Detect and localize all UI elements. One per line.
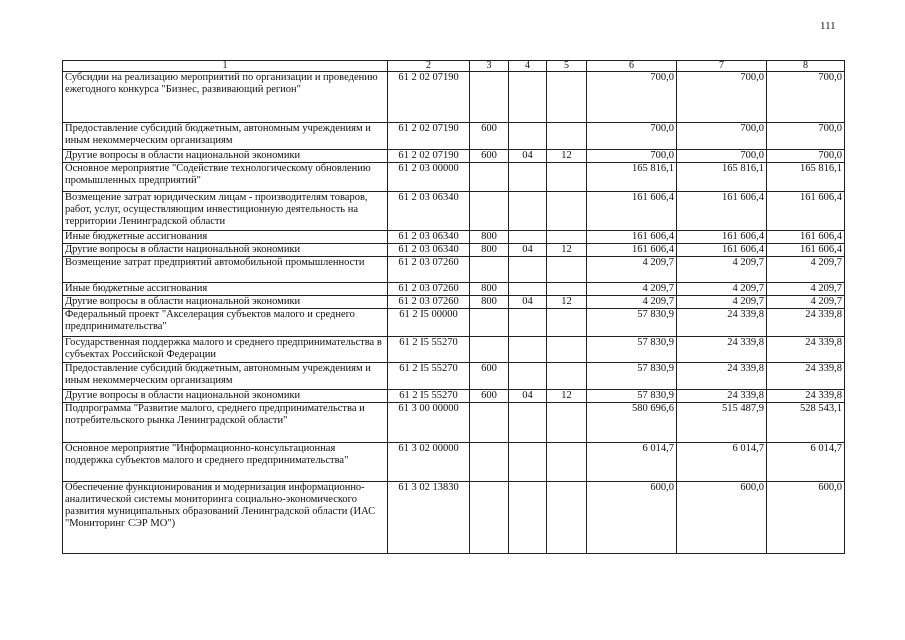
row-name: Иные бюджетные ассигнования <box>63 231 388 244</box>
row-value-col6: 4 209,7 <box>587 296 677 309</box>
row-name: Возмещение затрат предприятий автомобильной промышленности <box>63 257 388 283</box>
table-row <box>63 403 845 443</box>
budget-table <box>62 60 845 554</box>
row-subsection <box>547 72 587 123</box>
row-value-col6: 57 830,9 <box>587 309 677 337</box>
row-expense-type: 800 <box>470 296 509 309</box>
row-expense-type: 600 <box>470 150 509 163</box>
row-section: 04 <box>509 296 547 309</box>
row-subsection <box>547 363 587 390</box>
row-name: Основное мероприятие "Информационно-консультационная поддержка субъектов малого и среднего предпринимательства" <box>63 443 388 482</box>
row-subsection <box>547 337 587 363</box>
row-value-col7: 700,0 <box>677 150 767 163</box>
row-subsection: 12 <box>547 390 587 403</box>
row-expense-type <box>470 443 509 482</box>
row-value-col6: 57 830,9 <box>587 390 677 403</box>
header-cell: 7 <box>677 61 767 72</box>
table-row <box>63 443 845 482</box>
row-value-col7: 161 606,4 <box>677 192 767 231</box>
row-code: 61 3 02 00000 <box>388 443 470 482</box>
row-expense-type <box>470 192 509 231</box>
table-row <box>63 72 845 123</box>
row-value-col6: 6 014,7 <box>587 443 677 482</box>
row-section <box>509 283 547 296</box>
row-value-col8: 4 209,7 <box>767 283 845 296</box>
row-subsection <box>547 257 587 283</box>
row-section: 04 <box>509 150 547 163</box>
row-expense-type: 600 <box>470 123 509 150</box>
row-section <box>509 482 547 554</box>
row-name: Предоставление субсидий бюджетным, автономным учреждениям и иным некоммерческим организациям <box>63 363 388 390</box>
row-value-col8: 600,0 <box>767 482 845 554</box>
header-cell: 4 <box>509 61 547 72</box>
row-code: 61 2 03 06340 <box>388 231 470 244</box>
row-section <box>509 443 547 482</box>
table-row <box>63 244 845 257</box>
row-expense-type <box>470 337 509 363</box>
row-code: 61 2 02 07190 <box>388 150 470 163</box>
row-subsection <box>547 163 587 192</box>
row-code: 61 2 03 06340 <box>388 192 470 231</box>
row-expense-type: 800 <box>470 231 509 244</box>
row-code: 61 2 I5 55270 <box>388 390 470 403</box>
row-expense-type <box>470 257 509 283</box>
row-value-col7: 161 606,4 <box>677 244 767 257</box>
row-name: Предоставление субсидий бюджетным, автономным учреждениям и иным некоммерческим организациям <box>63 123 388 150</box>
row-value-col6: 161 606,4 <box>587 244 677 257</box>
row-value-col7: 165 816,1 <box>677 163 767 192</box>
row-code: 61 2 I5 55270 <box>388 337 470 363</box>
row-value-col8: 24 339,8 <box>767 337 845 363</box>
row-value-col6: 161 606,4 <box>587 231 677 244</box>
row-code: 61 2 03 06340 <box>388 244 470 257</box>
table-row <box>63 390 845 403</box>
row-expense-type <box>470 72 509 123</box>
row-value-col6: 600,0 <box>587 482 677 554</box>
row-value-col8: 161 606,4 <box>767 244 845 257</box>
row-value-col8: 528 543,1 <box>767 403 845 443</box>
row-value-col6: 57 830,9 <box>587 363 677 390</box>
table-row <box>63 482 845 554</box>
row-section <box>509 163 547 192</box>
row-value-col6: 165 816,1 <box>587 163 677 192</box>
row-section <box>509 231 547 244</box>
row-subsection <box>547 482 587 554</box>
page-number: 111 <box>820 20 836 32</box>
row-name: Возмещение затрат юридическим лицам - производителям товаров, работ, услуг, осуществляющим инвестиционную деятельность на территории Ленинградской области <box>63 192 388 231</box>
header-cell: 5 <box>547 61 587 72</box>
row-value-col6: 580 696,6 <box>587 403 677 443</box>
row-name: Подпрограмма "Развитие малого, среднего предпринимательства и потребительского рынка Ленинградской области" <box>63 403 388 443</box>
row-section <box>509 363 547 390</box>
row-code: 61 2 02 07190 <box>388 72 470 123</box>
row-value-col8: 161 606,4 <box>767 231 845 244</box>
row-subsection <box>547 443 587 482</box>
row-value-col7: 4 209,7 <box>677 296 767 309</box>
row-section <box>509 309 547 337</box>
row-subsection: 12 <box>547 296 587 309</box>
row-value-col6: 57 830,9 <box>587 337 677 363</box>
row-value-col6: 4 209,7 <box>587 257 677 283</box>
row-name: Другие вопросы в области национальной экономики <box>63 390 388 403</box>
row-subsection <box>547 123 587 150</box>
row-expense-type: 800 <box>470 244 509 257</box>
row-expense-type: 600 <box>470 363 509 390</box>
row-value-col8: 6 014,7 <box>767 443 845 482</box>
row-expense-type <box>470 163 509 192</box>
header-cell: 8 <box>767 61 845 72</box>
row-expense-type <box>470 403 509 443</box>
row-name: Другие вопросы в области национальной экономики <box>63 244 388 257</box>
header-cell: 6 <box>587 61 677 72</box>
row-subsection <box>547 403 587 443</box>
row-value-col7: 700,0 <box>677 123 767 150</box>
row-value-col8: 700,0 <box>767 123 845 150</box>
table-row <box>63 296 845 309</box>
row-value-col7: 24 339,8 <box>677 337 767 363</box>
row-value-col6: 700,0 <box>587 150 677 163</box>
table-row <box>63 163 845 192</box>
row-code: 61 2 03 07260 <box>388 283 470 296</box>
row-value-col8: 4 209,7 <box>767 257 845 283</box>
row-code: 61 3 02 13830 <box>388 482 470 554</box>
header-cell: 2 <box>388 61 470 72</box>
table-row <box>63 283 845 296</box>
header-cell: 1 <box>63 61 388 72</box>
table-row <box>63 363 845 390</box>
row-value-col8: 24 339,8 <box>767 309 845 337</box>
row-value-col7: 24 339,8 <box>677 363 767 390</box>
row-value-col6: 4 209,7 <box>587 283 677 296</box>
row-value-col8: 161 606,4 <box>767 192 845 231</box>
row-name: Иные бюджетные ассигнования <box>63 283 388 296</box>
row-value-col7: 161 606,4 <box>677 231 767 244</box>
table-row <box>63 150 845 163</box>
row-value-col7: 4 209,7 <box>677 283 767 296</box>
row-code: 61 2 03 07260 <box>388 296 470 309</box>
table-row <box>63 231 845 244</box>
header-cell: 3 <box>470 61 509 72</box>
row-expense-type: 600 <box>470 390 509 403</box>
row-code: 61 2 I5 55270 <box>388 363 470 390</box>
row-value-col8: 700,0 <box>767 150 845 163</box>
row-code: 61 3 00 00000 <box>388 403 470 443</box>
row-expense-type <box>470 482 509 554</box>
row-value-col6: 700,0 <box>587 72 677 123</box>
row-section: 04 <box>509 244 547 257</box>
row-code: 61 2 03 00000 <box>388 163 470 192</box>
row-value-col6: 700,0 <box>587 123 677 150</box>
row-subsection: 12 <box>547 244 587 257</box>
row-expense-type: 800 <box>470 283 509 296</box>
row-subsection <box>547 231 587 244</box>
row-code: 61 2 02 07190 <box>388 123 470 150</box>
row-name: Государственная поддержка малого и среднего предпринимательства в субъектах Российской Федерации <box>63 337 388 363</box>
row-value-col8: 165 816,1 <box>767 163 845 192</box>
row-section <box>509 192 547 231</box>
row-value-col6: 161 606,4 <box>587 192 677 231</box>
row-value-col7: 515 487,9 <box>677 403 767 443</box>
row-value-col7: 4 209,7 <box>677 257 767 283</box>
row-value-col7: 600,0 <box>677 482 767 554</box>
table-row <box>63 309 845 337</box>
row-value-col7: 700,0 <box>677 72 767 123</box>
row-section <box>509 337 547 363</box>
row-subsection <box>547 283 587 296</box>
table-row <box>63 337 845 363</box>
row-section: 04 <box>509 390 547 403</box>
table-row <box>63 192 845 231</box>
row-code: 61 2 03 07260 <box>388 257 470 283</box>
row-name: Субсидии на реализацию мероприятий по организации и проведению ежегодного конкурса "Бизнес, развивающий регион" <box>63 72 388 123</box>
row-subsection <box>547 309 587 337</box>
row-value-col7: 6 014,7 <box>677 443 767 482</box>
row-name: Основное мероприятие "Содействие технологическому обновлению промышленных предприятий" <box>63 163 388 192</box>
row-name: Другие вопросы в области национальной экономики <box>63 296 388 309</box>
row-section <box>509 257 547 283</box>
row-expense-type <box>470 309 509 337</box>
row-section <box>509 123 547 150</box>
row-value-col8: 700,0 <box>767 72 845 123</box>
row-value-col8: 4 209,7 <box>767 296 845 309</box>
row-code: 61 2 I5 00000 <box>388 309 470 337</box>
table-row <box>63 257 845 283</box>
row-value-col7: 24 339,8 <box>677 390 767 403</box>
table-row <box>63 123 845 150</box>
row-section <box>509 72 547 123</box>
row-value-col7: 24 339,8 <box>677 309 767 337</box>
row-name: Другие вопросы в области национальной экономики <box>63 150 388 163</box>
header-row <box>63 61 845 72</box>
row-value-col8: 24 339,8 <box>767 390 845 403</box>
row-name: Обеспечение функционирования и модернизация информационно-аналитической системы мониторинга социально-экономического развития муниципальных образований Ленинградской области (ИАС "Мониторинг СЭР МО") <box>63 482 388 554</box>
row-subsection <box>547 192 587 231</box>
row-subsection: 12 <box>547 150 587 163</box>
row-section <box>509 403 547 443</box>
row-name: Федеральный проект "Акселерация субъектов малого и среднего предпринимательства" <box>63 309 388 337</box>
row-value-col8: 24 339,8 <box>767 363 845 390</box>
